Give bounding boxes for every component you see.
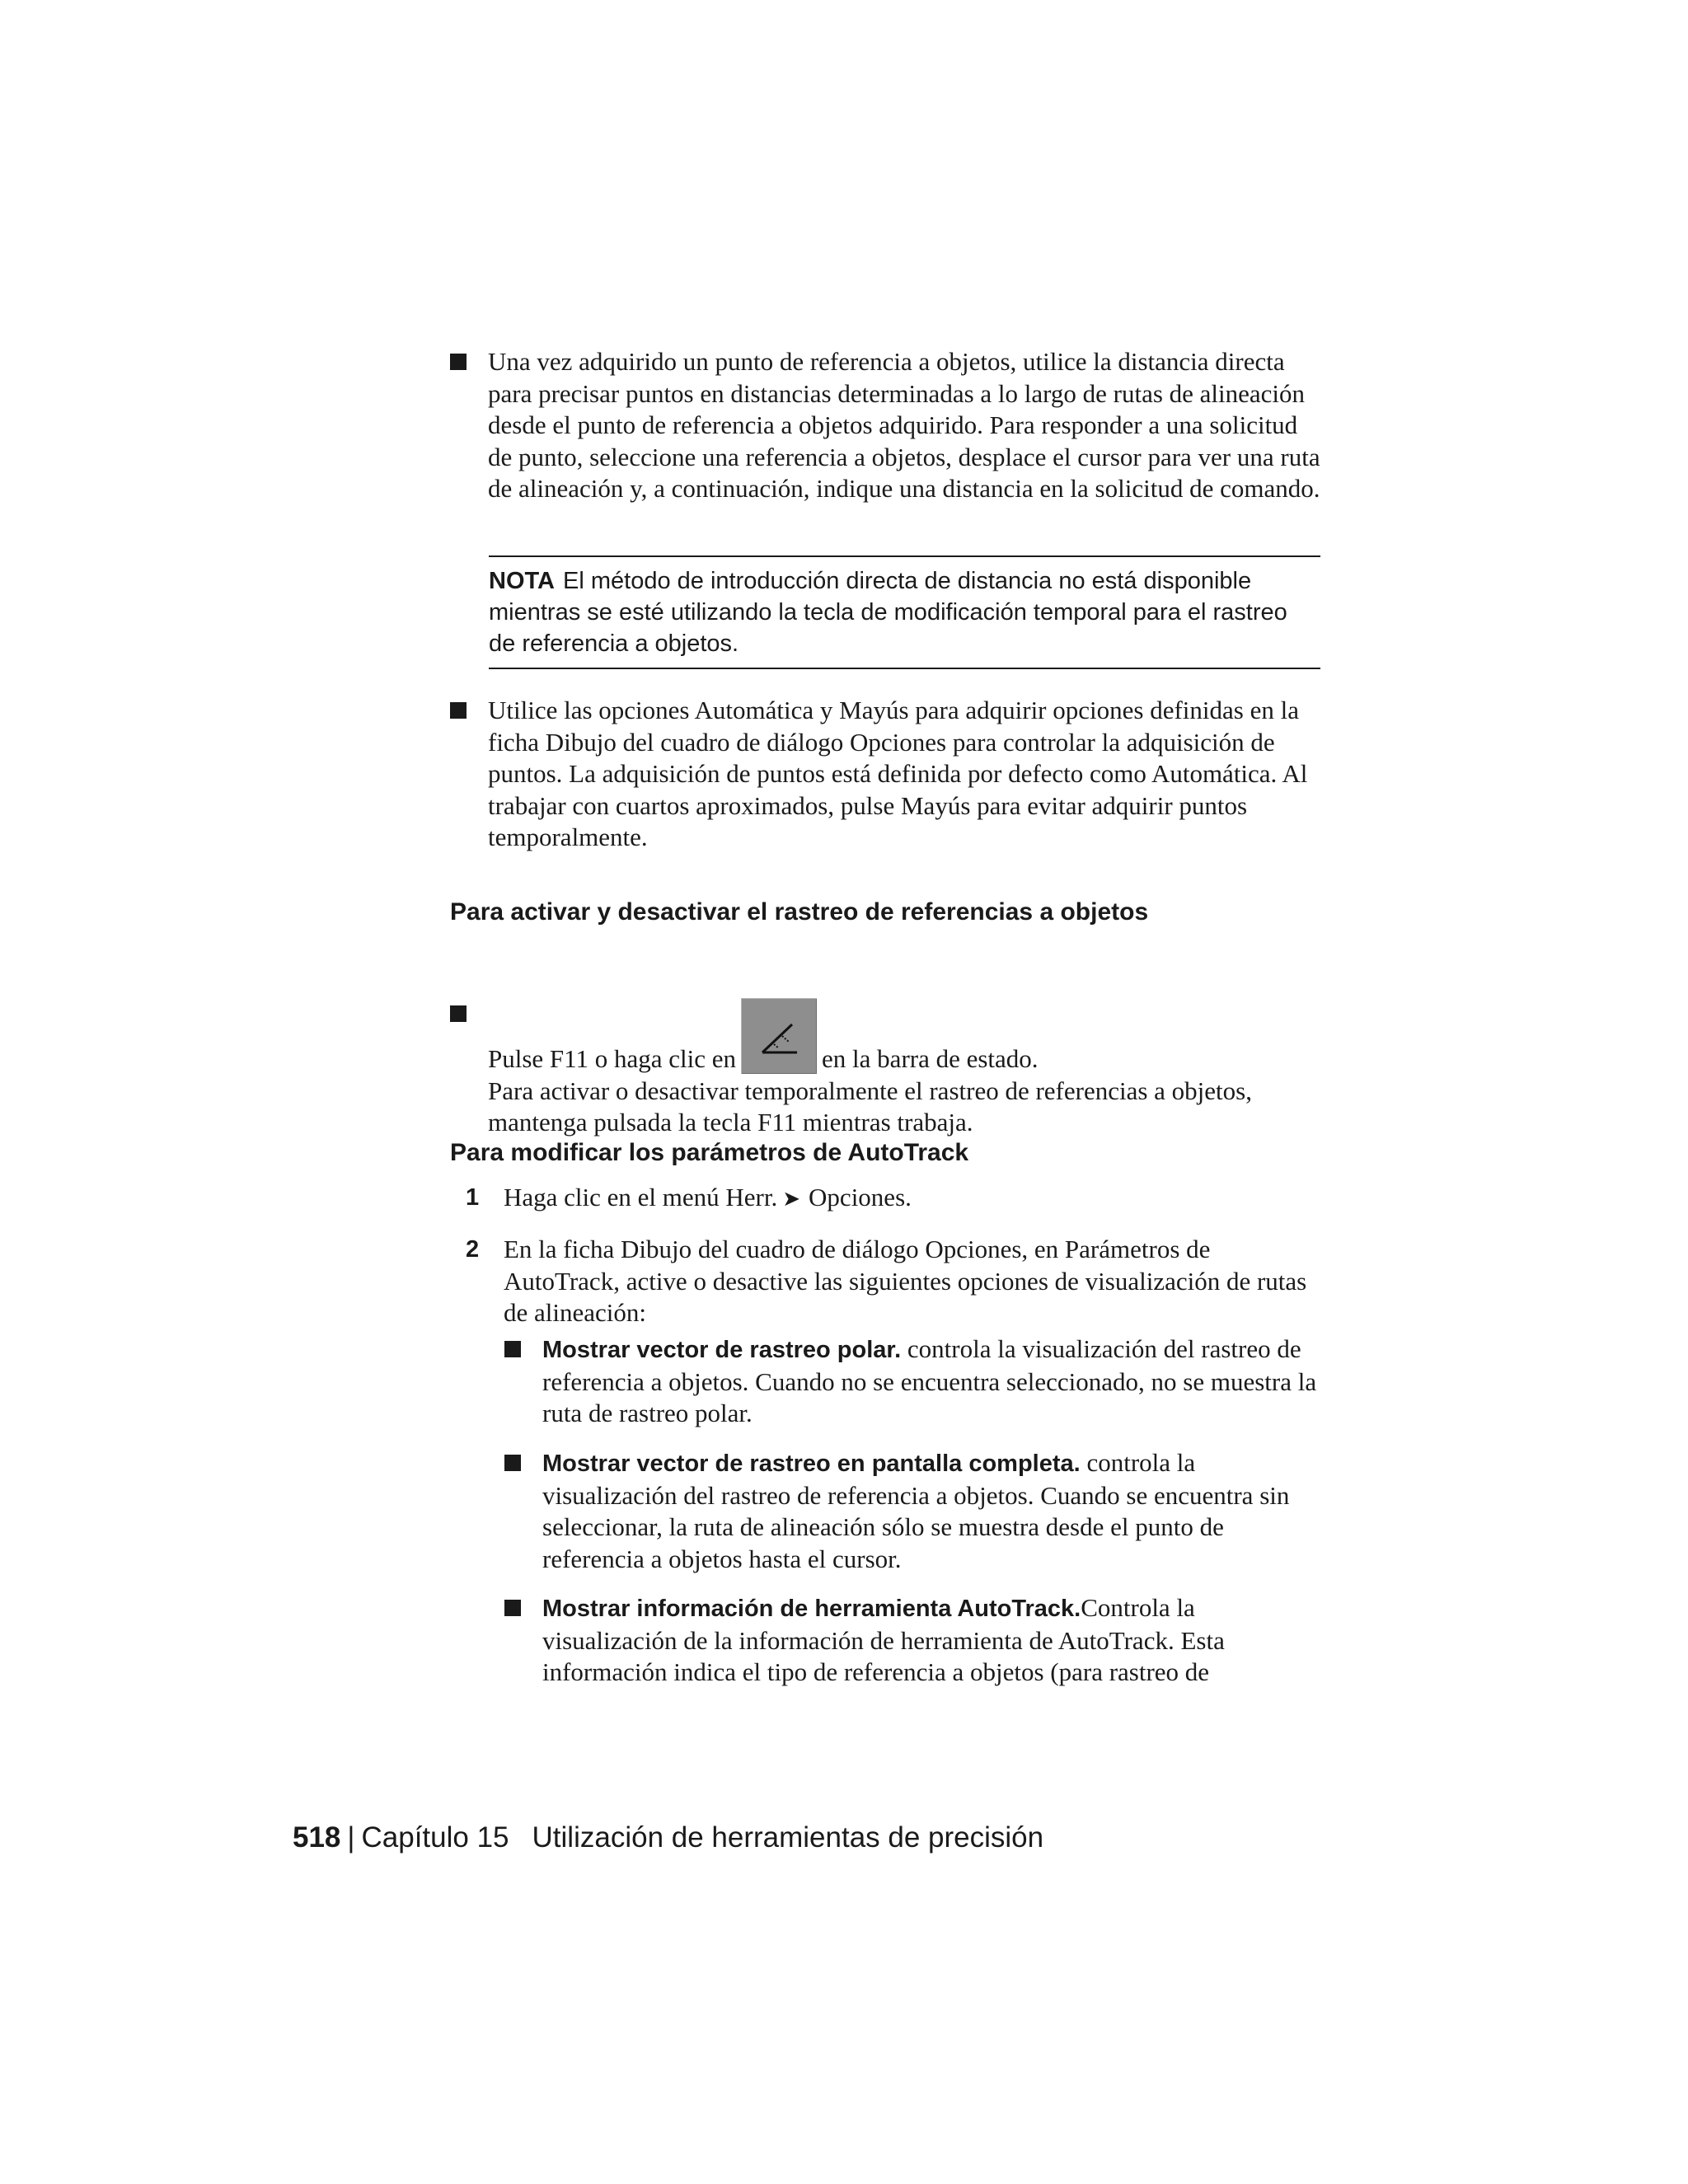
- bullet-marker: [450, 354, 467, 370]
- bullet-text: Una vez adquirido un punto de referencia a objetos, utilice la distancia directa para precisar puntos en distancias determinadas a lo largo de rutas de alineación desde el punto de referencia a objetos adquirido. Para responder a una solicitud de punto, seleccione una referencia a objetos, desplace el cursor para ver una ruta de alineación y, a continuación, indique una distancia en la solicitud de comando.: [488, 347, 1320, 503]
- option-description: Controla la visualización de la información de herramienta de AutoTrack. Esta información indica el tipo de referencia a objetos (para rastreo de: [542, 1593, 1225, 1686]
- bullet-marker: [450, 702, 467, 719]
- option-term: Mostrar información de herramienta AutoTrack.: [542, 1596, 1081, 1622]
- option-term: Mostrar vector de rastreo en pantalla completa.: [542, 1451, 1081, 1477]
- bullet-text: Utilice las opciones Automática y Mayús para adquirir opciones definidas en la ficha Dibujo del cuadro de diálogo Opciones para controlar la adquisición de puntos. La adquisición de puntos está definida por defecto como Automática. Al trabajar con cuartos aproximados, pulse Mayús para evitar adquirir puntos temporalmente.: [488, 696, 1308, 851]
- option-text: [542, 1333, 1325, 1430]
- step-number: 2: [466, 1236, 480, 1263]
- note-label: NOTA: [489, 568, 556, 594]
- step-number: 1: [466, 1184, 480, 1211]
- bullet-marker: [504, 1341, 521, 1357]
- chapter-title: Utilización de herramientas de precisión: [532, 1821, 1044, 1854]
- otrack-status-icon: [741, 998, 817, 1074]
- step-text-option: Opciones.: [809, 1183, 912, 1212]
- option-bullet-item: [504, 1592, 1325, 1689]
- section-heading: Para activar y desactivar el rastreo de referencias a objetos: [450, 898, 1149, 926]
- option-text: [542, 1592, 1325, 1689]
- option-bullet-item: [504, 1447, 1325, 1575]
- bullet-item: [450, 695, 1324, 854]
- bullet-text-continuation: Para activar o desactivar temporalmente el rastreo de referencias a objetos, mantenga pulsada la tecla F11 mientras trabaja.: [488, 1076, 1252, 1137]
- step-item: [450, 1182, 912, 1216]
- note-text: El método de introducción directa de distancia no está disponible mientras se esté utilizando la tecla de modificación temporal para el rastreo de referencia a objetos.: [489, 568, 1287, 657]
- option-text: [542, 1447, 1325, 1575]
- bullet-marker: [504, 1455, 521, 1471]
- arrow-right-icon: ➤: [782, 1187, 801, 1212]
- option-bullet-item: [504, 1333, 1325, 1430]
- bullet-item: [450, 346, 1324, 505]
- bullet-marker: [504, 1600, 521, 1616]
- step-text: [504, 1182, 912, 1216]
- page-number: 518: [293, 1821, 341, 1854]
- bullet-item: [450, 998, 1324, 1139]
- option-description: controla la visualización del rastreo de referencia a objetos. Cuando no se encuentra seleccionado, no se muestra la ruta de rastreo polar.: [542, 1334, 1317, 1427]
- footer-separator: |: [347, 1821, 355, 1854]
- chapter-label: Capítulo 15: [361, 1821, 509, 1854]
- step-text: En la ficha Dibujo del cuadro de diálogo Opciones, en Parámetros de AutoTrack, active o desactive las siguientes opciones de visualización de rutas de alineación:: [504, 1235, 1307, 1327]
- bullet-text: [488, 998, 1324, 1139]
- bullet-text-before-icon: Pulse F11 o haga clic en: [488, 1044, 737, 1073]
- page-footer: [293, 1820, 1043, 1856]
- step-item: [450, 1234, 1324, 1329]
- bullet-text-after-icon: en la barra de estado.: [822, 1044, 1039, 1073]
- section-heading: Para modificar los parámetros de AutoTrack: [450, 1139, 969, 1166]
- option-description: controla la visualización del rastreo de referencia a objetos. Cuando se encuentra sin seleccionar, la ruta de alineación sólo se muestra desde el punto de referencia a objetos hasta el cursor.: [542, 1448, 1290, 1573]
- bullet-marker: [450, 1005, 467, 1022]
- option-term: Mostrar vector de rastreo polar.: [542, 1337, 902, 1363]
- step-text-menu: Haga clic en el menú Herr.: [504, 1183, 778, 1212]
- note-box: [489, 555, 1320, 669]
